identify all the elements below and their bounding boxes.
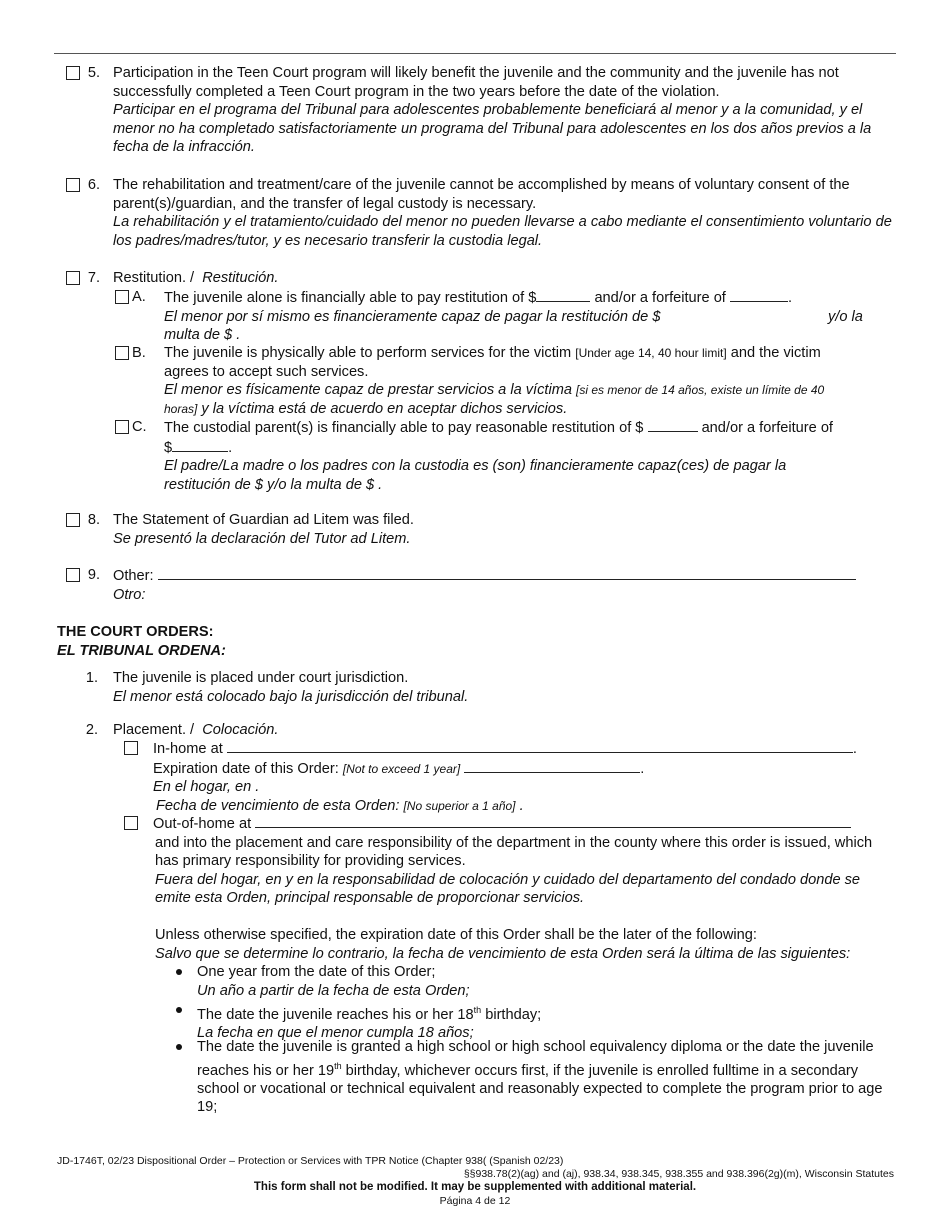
item-7b-text xyxy=(164,344,894,418)
item-5-spanish: Participar en el programa del Tribunal para adolescentes probablemente beneficiará al menor y a la comunidad, y el menor no ha completado satisfactoriamente un programa del Tribunal para adolescentes en los dos años previos a la fecha de la infracción. xyxy=(113,102,872,155)
expiration-rule-english: Unless otherwise specified, the expiration date of this Order shall be the later of the following: xyxy=(155,927,757,943)
item-9-english: Other: xyxy=(113,566,873,586)
item-7-number: 7. xyxy=(87,270,100,286)
item-9-number: 9. xyxy=(87,567,100,583)
bullet-2-english: The date the juvenile reaches his or her 18th birthday; xyxy=(197,1005,542,1023)
item-9-checkbox[interactable] xyxy=(66,568,80,582)
item-7a-spanish-line1: El menor por sí mismo es financieramente capaz de pagar la restitución de $ y/o la xyxy=(164,308,863,325)
order-2-english: Placement. / xyxy=(113,722,195,738)
item-6-number: 6. xyxy=(87,177,100,193)
item-7a-forfeiture-field[interactable] xyxy=(730,288,788,302)
bullet-1-text xyxy=(197,963,897,1000)
bullet-1-spanish: Un año a partir de la fecha de esta Orden; xyxy=(197,982,470,999)
item-7a-text xyxy=(164,288,894,345)
outhome-spanish: Fuera del hogar, en y en la responsabilidad de colocación y cuidado del departamento del condado donde se emite esta Orden, principal responsable de proporcionar servicios. xyxy=(155,871,861,906)
item-6-spanish: La rehabilitación y el tratamiento/cuidado del menor no pueden llevarse a cabo mediante el consentimiento voluntario de los padres/madres/tutor, y es necesario transferir la custodia legal. xyxy=(113,214,892,249)
top-divider xyxy=(54,53,896,54)
item-7c-english-line1: The custodial parent(s) is financially able to pay reasonable restitution of $ and/or a forfeiture of xyxy=(164,420,833,436)
footer-page-number: Página 4 de 12 xyxy=(439,1195,511,1207)
item-7c-spanish-line1: El padre/La madre o los padres con la custodia es (son) financieramente capaz(ces) de pagar la xyxy=(164,458,787,474)
item-8-checkbox[interactable] xyxy=(66,513,80,527)
item-7c-spanish-line2: restitución de $ y/o la multa de $ . xyxy=(164,476,383,493)
item-7-spanish: Restitución. xyxy=(202,270,279,286)
expiration-rule xyxy=(155,926,895,963)
inhome-expiration-field[interactable] xyxy=(464,759,640,773)
item-9-spanish: Otro: xyxy=(113,586,146,603)
bullet-3-english: The date the juvenile is granted a high school or high school equivalency diploma or the date the juvenile reaches his or her 19th birthday, whichever occurs first, if the juvenile is enrolled fulltime in a secondary school or vocational or technical equivalent and reasonably expected to complete the program prior to age 19; xyxy=(197,1039,883,1116)
item-6-text xyxy=(113,176,893,250)
item-5-number: 5. xyxy=(87,65,100,81)
inhome-english: In-home at . xyxy=(153,741,857,757)
footer-notice: This form shall not be modified. It may be supplemented with additional material. xyxy=(253,1181,697,1193)
bullet-2 xyxy=(176,1007,182,1013)
item-7b-spanish-line2: horas] y la víctima está de acuerdo en aceptar dichos servicios. xyxy=(164,400,568,417)
order-2-heading xyxy=(113,721,278,740)
item-5-text xyxy=(113,64,893,157)
bullet-2-spanish: La fecha en que el menor cumpla 18 años; xyxy=(197,1025,474,1042)
bullet-3 xyxy=(176,1044,182,1050)
inhome-address-field[interactable] xyxy=(227,739,853,753)
court-orders-heading-english: THE COURT ORDERS: xyxy=(57,624,214,640)
item-7c-letter: C. xyxy=(132,419,147,435)
item-7a-spanish-line2: multa de $ . xyxy=(164,327,241,343)
item-8-spanish: Se presentó la declaración del Tutor ad Litem. xyxy=(113,530,411,547)
item-7a-letter: A. xyxy=(132,289,146,305)
bullet-3-text xyxy=(197,1038,895,1117)
item-7a-english: The juvenile alone is financially able to pay restitution of $ and/or a forfeiture of . xyxy=(164,290,792,306)
footer-statutes: §§938.78(2)(ag) and (aj), 938.34, 938.345, 938.355 and 938.396(2g)(m), Wisconsin Statutes xyxy=(463,1168,894,1180)
item-6-english: The rehabilitation and treatment/care of the juvenile cannot be accomplished by means of voluntary consent of the parent(s)/guardian, and the transfer of legal custody is necessary. xyxy=(113,177,850,212)
footer-form-id: JD-1746T, 02/23 Dispositional Order – Protection or Services with TPR Notice (Chapter 938( (Spanish 02/23) xyxy=(57,1155,564,1167)
item-8-english: The Statement of Guardian ad Litem was filed. xyxy=(113,512,414,528)
item-7a-checkbox[interactable] xyxy=(115,290,129,304)
court-orders-heading-spanish: EL TRIBUNAL ORDENA: xyxy=(57,642,226,659)
item-7b-english-line1: The juvenile is physically able to perform services for the victim [Under age 14, 40 hour limit] and the victim xyxy=(164,345,821,361)
item-7-checkbox[interactable] xyxy=(66,271,80,285)
outhome-english: Out-of-home at xyxy=(153,814,893,834)
bullet-1-english: One year from the date of this Order; xyxy=(197,964,436,980)
expiration-rule-spanish: Salvo que se determine lo contrario, la fecha de vencimiento de esta Orden será la última de las siguientes: xyxy=(155,945,851,962)
order-1-text xyxy=(113,669,893,706)
item-9-text xyxy=(113,566,873,604)
order-1-spanish: El menor está colocado bajo la jurisdicción del tribunal. xyxy=(113,688,469,705)
item-7b-checkbox[interactable] xyxy=(115,346,129,360)
item-7a-restitution-field[interactable] xyxy=(536,288,590,302)
order-2-number: 2. xyxy=(85,722,98,738)
court-orders-heading xyxy=(57,623,226,660)
outhome-checkbox[interactable] xyxy=(124,816,138,830)
item-7c-english-line2: $ . xyxy=(164,439,233,456)
item-7c-checkbox[interactable] xyxy=(115,420,129,434)
item-7c-forfeiture-field[interactable] xyxy=(172,438,228,452)
outhome-text xyxy=(153,814,893,908)
item-8-text xyxy=(113,511,893,548)
item-7-english: Restitution. / xyxy=(113,270,195,286)
item-7-heading xyxy=(113,269,278,288)
inhome-text xyxy=(153,739,893,815)
inhome-checkbox[interactable] xyxy=(124,741,138,755)
item-7b-letter: B. xyxy=(132,345,146,361)
order-1-number: 1. xyxy=(85,670,98,686)
item-7b-english-line2: agrees to accept such services. xyxy=(164,363,369,380)
order-1-english: The juvenile is placed under court jurisdiction. xyxy=(113,670,409,686)
inhome-spanish: En el hogar, en . xyxy=(153,779,260,795)
item-7b-spanish-line1: El menor es físicamente capaz de prestar servicios a la víctima [si es menor de 14 años, existe un límite de 40 xyxy=(164,382,825,398)
item-6-checkbox[interactable] xyxy=(66,178,80,192)
item-8-number: 8. xyxy=(87,512,100,528)
item-5-english: Participation in the Teen Court program will likely benefit the juvenile and the community and the juvenile has not successfully completed a Teen Court program in the two years before the date of the violation. xyxy=(113,65,839,100)
inhome-expiration-spanish: Fecha de vencimiento de esta Orden: [No superior a 1 año] . xyxy=(156,797,524,814)
outhome-english-2: and into the placement and care responsibility of the department in the county where this order is issued, which has primary responsibility for providing services. xyxy=(155,834,873,869)
item-7c-restitution-field[interactable] xyxy=(648,418,698,432)
order-2-spanish: Colocación. xyxy=(202,722,279,738)
inhome-expiration: Expiration date of this Order: [Not to exceed 1 year] . xyxy=(153,760,645,777)
item-5-checkbox[interactable] xyxy=(66,66,80,80)
bullet-1 xyxy=(176,969,182,975)
item-9-other-field[interactable] xyxy=(158,566,856,580)
outhome-address-field[interactable] xyxy=(255,814,851,828)
item-7c-text xyxy=(164,418,894,494)
bullet-2-text xyxy=(197,1001,897,1043)
